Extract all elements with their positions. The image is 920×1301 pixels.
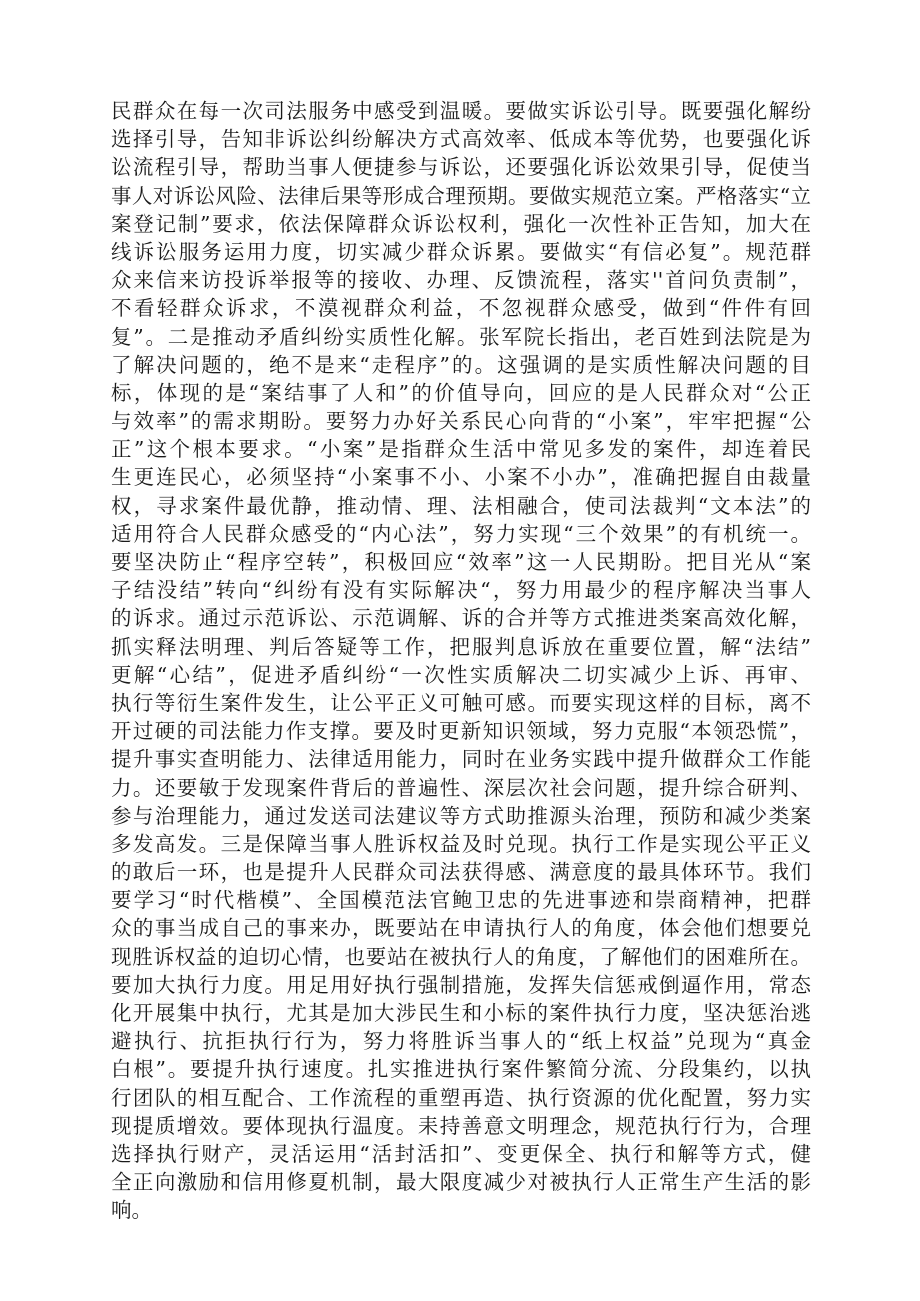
text-line: 不看轻群众诉求，不漠视群众利益，不忽视群众感受，做到“件件有回 bbox=[111, 296, 811, 321]
text-line: 提升事实查明能力、法律适用能力，同时在业务实践中提升做群众工作能 bbox=[111, 747, 811, 772]
text-line: 众的事当成自己的事来办，既要站在申请执行人的角度，体会他们想要兑 bbox=[111, 916, 811, 941]
text-line: 选择执行财产，灵活运用“活封活扣”、变更保全、执行和解等方式，健 bbox=[111, 1141, 811, 1166]
text-line: 权，寻求案件最优静，推动情、理、法相融合，使司法裁判“文本法”的 bbox=[111, 493, 811, 518]
body-text bbox=[111, 97, 811, 1225]
text-line: 标，体现的是“案结事了人和”的价值导向，回应的是人民群众对“公正 bbox=[111, 380, 811, 405]
text-line: 全正向激励和信用修夏机制，最大限度减少对被执行人正常生产生活的影 bbox=[111, 1170, 811, 1195]
text-line: 复”。二是推动矛盾纠纷实质性化解。张军院长指出，老百姓到法院是为 bbox=[111, 324, 811, 349]
text-line: 要坚决防止“程序空转”，积极回应“效率”这一人民期盼。把目光从“案 bbox=[111, 550, 811, 574]
text-line: 众来信来访投诉举报等的接收、办理、反馈流程，落实''首问负责制”， bbox=[111, 268, 811, 293]
text-line: 更解“心结”，促进矛盾纠纷“一次性实质解决二切实减少上诉、再审、 bbox=[111, 662, 811, 687]
text-line: 执行等衍生案件发生，让公平正义可触可感。而要实现这样的目标，离不 bbox=[111, 690, 811, 715]
text-line: 白根”。要提升执行速度。扎实推进执行案件繁简分流、分段集约，以执 bbox=[111, 1057, 811, 1082]
text-line: 子结没结”转向“纠纷有没有实际解决“，努力用最少的程序解决当事人 bbox=[111, 578, 811, 603]
text-line: 选择引导，告知非诉讼纠纷解决方式高效率、低成本等优势，也要强化诉 bbox=[111, 127, 811, 152]
text-line: 响。 bbox=[111, 1198, 152, 1223]
text-line: 正”这个根本要求。“小案”是指群众生活中常见多发的案件，却连着民 bbox=[111, 437, 811, 462]
text-line: 开过硬的司法能力作支撑。要及时更新知识领域，努力克服“本领恐慌”， bbox=[111, 719, 811, 744]
text-line: 的敢后一环，也是提升人民群众司法获得感、满意度的最具体环节。我们 bbox=[111, 860, 811, 885]
text-line: 要加大执行力度。用足用好执行强制措施，发挥失信惩戒倒逼作用，常态 bbox=[111, 972, 811, 997]
text-line: 讼流程引导，帮助当事人便捷参与诉讼，还要强化诉讼效果引导，促使当 bbox=[111, 155, 811, 180]
text-line: 现提质增效。要体现执行温度。耒持善意文明理念，规范执行行为，合理 bbox=[111, 1113, 811, 1138]
text-line: 的诉求。通过示范诉讼、示范调解、诉的合并等方式推进类案高效化解， bbox=[111, 606, 811, 631]
text-line: 民群众在每一次司法服务中感受到温暖。要做实诉讼引导。既要强化解纷 bbox=[111, 99, 811, 123]
text-line: 事人对诉讼风险、法律后果等形成合理预期。要做实规范立案。严格落实“立 bbox=[111, 183, 811, 208]
text-line: 多发高发。三是保障当事人胜诉权益及时兑现。执行工作是实现公平正义 bbox=[111, 831, 811, 856]
text-line: 参与治理能力，通过发送司法建议等方式助推源头治理，预防和减少类案 bbox=[111, 803, 811, 828]
text-line: 行团队的相互配合、工作流程的重塑再造、执行资源的优化配置，努力实 bbox=[111, 1085, 811, 1110]
text-line: 现胜诉权益的迫切心情，也要站在被执行人的角度，了解他们的困难所在。 bbox=[111, 944, 811, 969]
text-line: 生更连民心，必须坚持“小案事不小、小案不小办”，准确把握自由裁量 bbox=[111, 465, 811, 490]
text-line: 化开展集中执行，尤其是加大涉民生和小标的案件执行力度，坚决惩治逃 bbox=[111, 1001, 811, 1025]
text-line: 与效率”的需求期盼。要努力办好关系民心向背的“小案”，牢牢把握“公 bbox=[111, 409, 811, 434]
text-line: 适用符合人民群众感受的“内心法”，努力实现“三个效果”的有机统一。 bbox=[111, 521, 811, 546]
text-line: 线诉讼服务运用力度，切实减少群众诉累。要做实“有信必复”。规范群 bbox=[111, 239, 811, 264]
text-line: 抓实释法明理、判后答疑等工作，把服判息诉放在重要位置，解“法结” bbox=[111, 634, 811, 659]
text-line: 力。还要敏于发现案件背后的普遍性、深层次社会问题，提升综合研判、 bbox=[111, 775, 811, 800]
text-line: 了解决问题的，绝不是来“走程序”的。这强调的是实质性解决问题的目 bbox=[111, 352, 811, 377]
text-line: 避执行、抗拒执行行为，努力将胜诉当事人的“纸上权益”兑现为“真金 bbox=[111, 1029, 811, 1054]
text-line: 案登记制”要求，依法保障群众诉讼权利，强化一次性补正告知，加大在 bbox=[111, 211, 811, 236]
text-line: 要学习“时代楷模”、全国模范法官鲍卫忠的先进事迹和崇商精神，把群 bbox=[111, 888, 811, 913]
